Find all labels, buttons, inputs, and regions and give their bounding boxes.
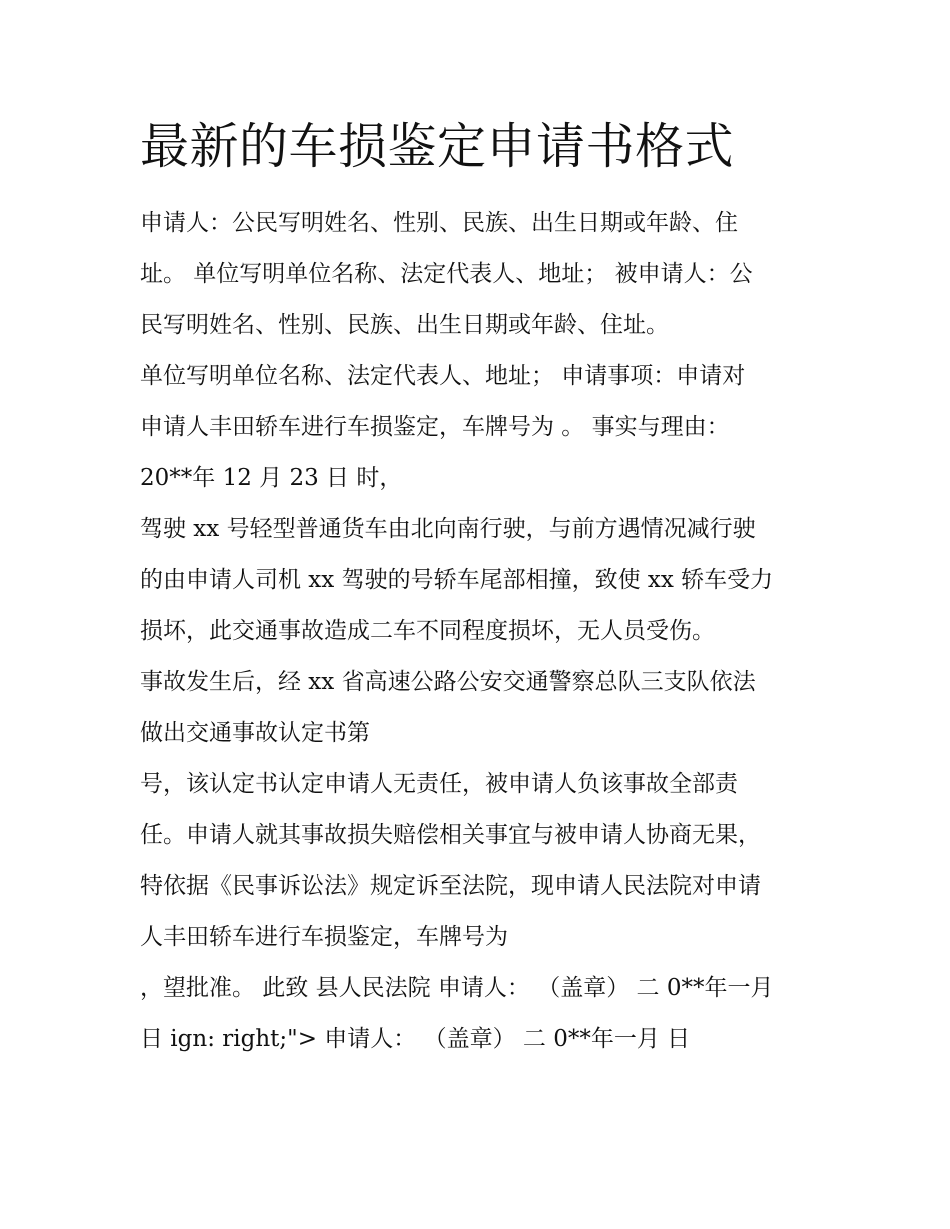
- body-line: 做出交通事故认定书第: [140, 720, 370, 746]
- body-line: 特依据《民事诉讼法》规定诉至法院，现申请人民法院对申请: [140, 873, 761, 899]
- body-line: 单位写明单位名称、法定代表人、地址； 申请事项：申请对: [140, 363, 746, 389]
- body-line: 20**年 12 月 23 日 时，: [140, 465, 403, 491]
- body-line: 驾驶 xx 号轻型普通货车由北向南行驶，与前方遇情况减行驶: [140, 516, 756, 542]
- body-line: 号，该认定书认定申请人无责任，被申请人负该事故全部责: [140, 771, 738, 797]
- document-title: 最新的车损鉴定申请书格式: [140, 118, 735, 175]
- body-line: ，望批准。 此致 县人民法院 申请人： （盖章） 二 0**年一月: [140, 975, 774, 1001]
- body-line: 的由申请人司机 xx 驾驶的号轿车尾部相撞，致使 xx 轿车受力: [140, 567, 774, 593]
- body-line: 人丰田轿车进行车损鉴定，车牌号为: [140, 924, 508, 950]
- body-line: 日 ign: right;"> 申请人： （盖章） 二 0**年一月 日: [140, 1026, 691, 1052]
- body-line: 申请人丰田轿车进行车损鉴定，车牌号为 。 事实与理由：: [140, 414, 730, 440]
- document-body: [140, 198, 840, 1065]
- body-line: 申请人：公民写明姓名、性别、民族、出生日期或年龄、住: [140, 210, 738, 236]
- body-line: 损坏，此交通事故造成二车不同程度损坏，无人员受伤。: [140, 618, 715, 644]
- body-line: 址。 单位写明单位名称、法定代表人、地址； 被申请人：公: [140, 261, 753, 287]
- body-line: 民写明姓名、性别、民族、出生日期或年龄、住址。: [140, 312, 669, 338]
- body-line: 事故发生后，经 xx 省高速公路公安交通警察总队三支队依法: [140, 669, 756, 695]
- body-line: 任。申请人就其事故损失赔偿相关事宜与被申请人协商无果，: [140, 822, 761, 848]
